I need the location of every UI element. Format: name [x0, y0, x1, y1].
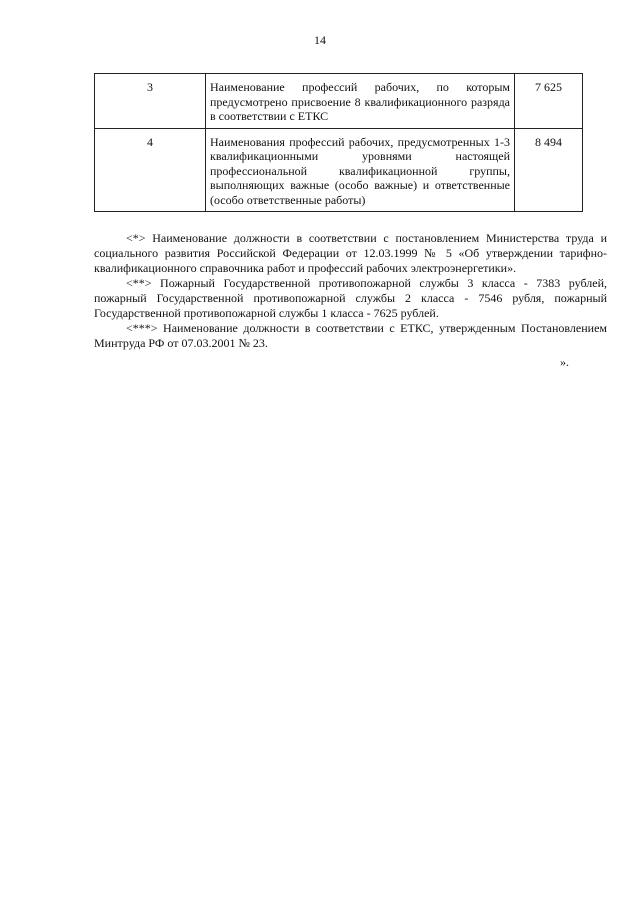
footnote: <**> Пожарный Государственной противопожарной службы 3 класса - 7383 рублей, пожарный Государственной противопожарной службы 2 класса - 7546 рубля, пожарный Государственной противопожарной службы 1 класса - 7625 рублей. [94, 276, 607, 320]
row-value: 7 625 [515, 74, 583, 129]
row-description: Наименования профессий рабочих, предусмотренных 1-3 квалификационными уровнями настоящей профессиональной квалификационной группы, выполняющих важные (особо важные) и ответственные (особо ответственные работы) [206, 128, 515, 212]
row-description: Наименование профессий рабочих, по которым предусмотрено присвоение 8 квалификационного разряда в соответствии с ЕТКС [206, 74, 515, 129]
footnotes [94, 231, 607, 351]
row-value: 8 494 [515, 128, 583, 212]
table-row [95, 128, 583, 212]
row-number: 3 [95, 74, 206, 129]
footnote: <***> Наименование должности в соответствии с ЕТКС, утвержденным Постановлением Минтруда РФ от 07.03.2001 № 23. [94, 321, 607, 350]
row-number: 4 [95, 128, 206, 212]
salary-table [94, 73, 583, 212]
footnote: <*> Наименование должности в соответствии с постановлением Министерства труда и социального развития Российской Федерации от 12.03.1999 № 5 «Об утверждении тарифно-квалификационного справочника работ и профессий рабочих электроэнергетики». [94, 231, 607, 275]
closing-quote: ». [560, 355, 569, 369]
page-number: 14 [314, 33, 326, 47]
table-row [95, 74, 583, 129]
